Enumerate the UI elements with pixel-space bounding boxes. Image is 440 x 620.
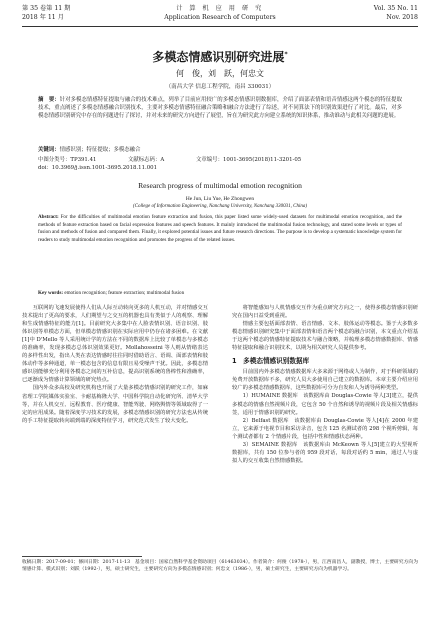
title-footnote-mark: *: [284, 51, 288, 58]
body-paragraph: 国内外众多高校及研究机构也开展了大量多模态情感识别的研究工作，如麻省理工学院媒体实验室、卡耐基梅隆大学、中国科学院自动化研究所、清华大学等，并在人机交互、远程教育、医疗健康、智能驾驶、网络舆情等领域取得了一定的应用成果。随着深度学习技术的发展，多模态情感识别的研究方法也从传统的手工特征提取转向端到端的深度特征学习，研究范式发生了较大变化。: [22, 385, 208, 424]
keywords-en-label: Key words:: [38, 290, 64, 296]
keywords-cn: [38, 146, 402, 154]
body-left-column: [22, 304, 208, 425]
keywords-cn-text: 情感识别；特征提取；多模态融合: [59, 147, 141, 153]
abstract-cn-text: 针对多模态情感特征提取与融合的技术难点，列举了目前应用较广的多模态情感识别数据库，介绍了面部表情和语音情感这两个模态的特征提取技术，重点阐述了多模态情感融合识别技术，主要对多模态情感特征融合策略和融合方法进行了综述，对不同算法下的识别效果进行了对比。最后，对多模态情感识别研究中存在的问题进行了探讨，并对未来的研究方向进行了展望，旨在为研究此方向建立系统的知识体系，推动谁动与此相关问题的进展。: [38, 97, 402, 120]
footnote: 收稿日期：2017-09-01；修回日期：2017-11-13 基金项目：国家自然科学基金资助项目（61463034）。作者简介：何俊（1978-），男，江西南昌人，副教授，博士，主要研究方向为情感计算、模式识别；刘跃（1992-），男，硕士研究生，主要研究方向为多模态情感识别；何忠文（1986-），男，硕士研究生，主要研究方向为机器学习。: [22, 560, 418, 572]
body-paragraph: 目前国内外多模态情感数据库大多来源于网络或人为制作，对于科研领域的免费开放数据库不多，研究人员大多使用自己建立的数据库。本章主要介绍应用较广的多模态情感数据库，这些数据库可分为自发和人为诱导两种类型。: [232, 369, 418, 392]
abstract-en-label: Abstract:: [38, 214, 59, 220]
section-heading: 1 多模态情感识别数据库: [232, 357, 310, 366]
keywords-en-text: emotion recognition; feature extraction; multimodal fusion: [64, 290, 185, 296]
authors-cn: 何 俊，刘 跃，何忠文: [176, 69, 264, 78]
abstract-cn: [38, 96, 402, 121]
keywords-en: [38, 290, 402, 298]
body-paragraph: 2）Belfast 数据库 该数据库由 Douglas-Cowie 等人[4]在 2000 年建立，它来源于电视节目和采访录音，包含 125 名测试者的 298 个视听剪辑，每个测试者都有 2 个情感片段，包括中性和情感状态两种。: [232, 417, 418, 440]
body-paragraph: 1）HUMAINE 数据库 该数据库由 Douglas-Cowie 等人[3]建立，提供多模态的情感自然视频片段，它包含 50 个自然和诱导的视频片段及相关情感标签，适用于情感识别的研究。: [232, 393, 418, 416]
journal-volume-en: [374, 4, 418, 22]
volume-issue-en: Vol. 35 No. 11: [373, 5, 418, 12]
authors-en: He Jun, Liu Yue, He Zhongwen: [185, 196, 255, 202]
footnote-divider: [22, 556, 142, 557]
volume-issue-cn: 第 35 卷第 11 期: [22, 5, 71, 12]
journal-name-en: Application Research of Computers: [164, 14, 276, 21]
journal-name: [22, 4, 418, 22]
paper-title-cn: [0, 48, 440, 65]
abstract-en-text: For the difficulties of multimodal emotion feature extraction and fusion, this paper listed some widely-used datasets for multimodal emotion recognition, and the methods of feature extraction based on facial expression features and speech features. It mainly introduced the multimodal fusion technology, and stated some levels or types of fusion and methods of fusion and compared them. Finally, it explored potential issues and future research directions. The purpose is to develop a systematic knowledge system for readers to study multimodal emotion recognition and promotes the progress of the related issues.: [38, 214, 402, 243]
body-paragraph: 情感主要包括面部表情、语音情感、文本、肢体运动等模态。鉴于大多数多模态情感识别研究集中于面部表情和语音两个模态的融合识别，本文重点介绍基于这两个模态的情感特征提取技术与融合策略，并梳理多模态情感数据库、情感特征提取和融合识别技术，以期为相关研究人员提供参考。: [232, 321, 418, 352]
doi: doi：10.3969/j.issn.1001-3695.2018.11.001: [38, 165, 158, 171]
body-right-column: [232, 304, 418, 465]
clc-number: 中图分类号：TP391.41: [38, 157, 97, 163]
journal-name-cn: 计 算 机 应 用 研 究: [176, 5, 264, 12]
document-code: 文献标志码：A: [128, 157, 165, 163]
article-number: 文章编号：1001-3695(2018)11-3201-05: [196, 157, 302, 163]
affiliation-en: (College of Information Engineering, Nanchang University, Nanchang 330031, China): [132, 204, 307, 209]
date-en: Nov. 2018: [386, 14, 418, 21]
title-cn-text: 多模态情感识别研究进展: [152, 50, 285, 64]
body-paragraph: 互联网的飞速发展使得人们从人际互动转向更多的人机互动，并对情感交互技术提出了更高的要求，人们期望与之交互的机器也具有类似于人的观察、理解和生成情感特征的能力[1]。目前研究大多集中在人脸表情识别、语音识别、肢体识别等单模态方面，但单模态情感识别在实际应用中仍存在诸多困难。在文献[1]中 D'Mello 等人采用统计学的方法在不同的数据库上比较了单模态与多模态的准确率，发现多模态总体识别效果更好。Mollahosseini 等人则从情绪表达的多样性出发，指出人类在表达情感时往往同时借助语言、语调、面部表情和肢体动作等多种通道，单一模态包含的信息有限且易受噪声干扰。因此，多模态情感识别能够充分利用各模态之间的互补信息，提高识别系统的鲁棒性和准确率，已逐渐成为情感计算领域的研究热点。: [22, 305, 208, 384]
header-divider: [22, 26, 418, 27]
running-header: [22, 4, 418, 34]
abstract-cn-label: 摘 要：: [38, 97, 60, 103]
keywords-cn-label: 关键词：: [38, 147, 60, 153]
body-paragraph: 3）SEMAINE 数据库 该数据库由 McKeown 等人[5]建立的大型视听数据库，共有 150 位参与者的 959 段对话，每段对话约 5 min，通过人与虚拟人的交互收集自然情感数据。: [232, 441, 418, 464]
abstract-en: [38, 214, 402, 244]
date-cn: 2018 年 11 月: [22, 14, 64, 21]
affiliation-cn: （南昌大学 信息工程学院，南昌 330031）: [165, 84, 275, 90]
body-paragraph: 将智能感知与人机情感交互作为重点研究方向之一，使得多模态情感识别研究在国内日益受到重视。: [232, 305, 418, 320]
paper-title-en: Research progress of multimodal emotion recognition: [138, 181, 302, 190]
